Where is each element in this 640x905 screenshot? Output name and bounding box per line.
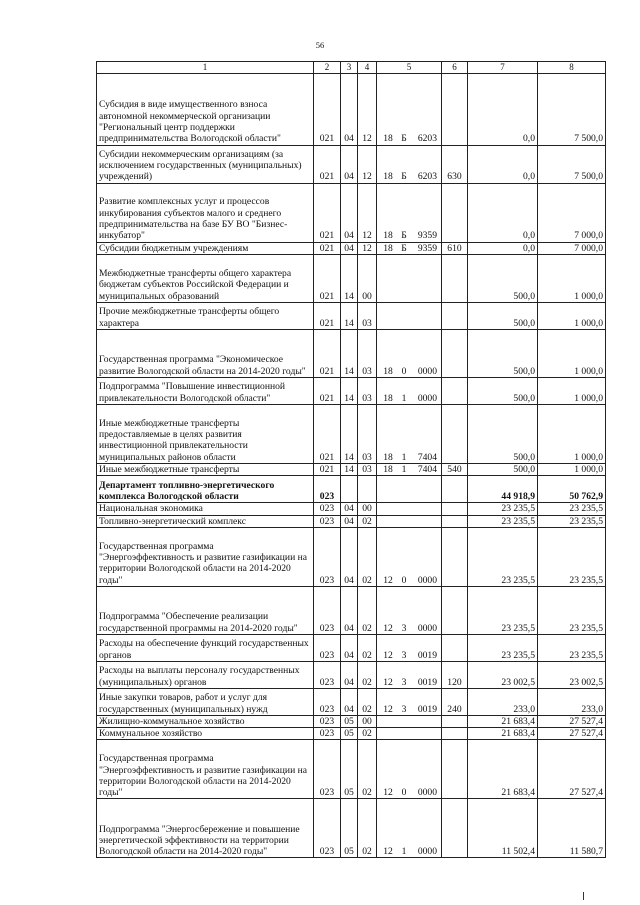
row-name: Иные закупки товаров, работ и услуг для государственных (муниципальных) нужд [97, 688, 314, 715]
subsection-code: 03 [358, 404, 377, 463]
section-code: 14 [341, 463, 358, 475]
target-direction: 0000 [417, 787, 437, 799]
ministry-code: 023 [314, 634, 341, 661]
ministry-code: 023 [314, 799, 341, 858]
expense-type [442, 254, 468, 302]
ministry-code: 021 [314, 377, 341, 404]
subsection-code: 12 [358, 145, 377, 183]
target-article [377, 404, 442, 463]
target-program: 18 [383, 463, 393, 475]
target-article [377, 302, 442, 329]
section-code: 04 [341, 634, 358, 661]
target-article [377, 377, 442, 404]
target-subprogram: Б [401, 133, 407, 145]
target-article [377, 728, 442, 740]
amount-col-8: 7 500,0 [538, 145, 606, 183]
amount-col-8: 23 235,5 [538, 634, 606, 661]
section-code: 04 [341, 688, 358, 715]
section-code: 05 [341, 740, 358, 799]
row-name: Подпрограмма "Энергосбережение и повышение энергетической эффективности на территории Вологодской области на 2014-2020 годы" [97, 799, 314, 858]
row-name: Субсидии бюджетным учреждениям [97, 242, 314, 254]
expense-type [442, 404, 468, 463]
row-name: Иные межбюджетные трансферты предоставляемые в целях развития инвестиционной привлекательности муниципальных районов области [97, 404, 314, 463]
section-code: 05 [341, 715, 358, 727]
target-direction: 6203 [417, 171, 437, 183]
target-article [377, 586, 442, 634]
expense-type [442, 728, 468, 740]
ministry-code: 021 [314, 463, 341, 475]
table-row [97, 183, 606, 242]
row-name: Расходы на обеспечение функций государственных органов [97, 634, 314, 661]
section-code: 04 [341, 586, 358, 634]
target-subprogram: 0 [401, 365, 407, 377]
ministry-code: 023 [314, 688, 341, 715]
amount-col-8: 23 002,5 [538, 661, 606, 688]
amount-col-7: 233,0 [468, 688, 538, 715]
section-code: 04 [341, 515, 358, 527]
ministry-code: 023 [314, 715, 341, 727]
target-program: 12 [383, 649, 393, 661]
table-row [97, 242, 606, 254]
target-article [377, 476, 442, 503]
row-name: Подпрограмма "Обеспечение реализации государственной программы на 2014-2020 годы" [97, 586, 314, 634]
subsection-code: 00 [358, 503, 377, 515]
section-code: 04 [341, 527, 358, 586]
expense-type: 630 [442, 145, 468, 183]
target-subprogram: Б [401, 171, 407, 183]
amount-col-7: 21 683,4 [468, 740, 538, 799]
target-article [377, 634, 442, 661]
col-header-3: 3 [341, 62, 358, 74]
row-name: Развитие комплексных услуг и процессов инкубирования субъектов малого и среднего предпринимательства на базе БУ ВО "Бизнес-инкубатор" [97, 183, 314, 242]
subsection-code: 03 [358, 463, 377, 475]
subsection-code: 03 [358, 302, 377, 329]
target-program: 18 [383, 392, 393, 404]
target-subprogram: 3 [401, 622, 407, 634]
expense-type [442, 302, 468, 329]
target-subprogram: 1 [401, 846, 407, 858]
amount-col-8: 1 000,0 [538, 302, 606, 329]
col-header-4: 4 [358, 62, 377, 74]
target-subprogram: Б [401, 242, 407, 254]
ministry-code: 021 [314, 302, 341, 329]
col-header-5: 5 [377, 62, 442, 74]
target-program: 12 [383, 703, 393, 715]
target-direction: 0000 [417, 574, 437, 586]
row-name: Подпрограмма "Повышение инвестиционной привлекательности Вологодской области" [97, 377, 314, 404]
expense-type [442, 715, 468, 727]
target-subprogram: 3 [401, 649, 407, 661]
subsection-code: 02 [358, 634, 377, 661]
target-program: 18 [383, 242, 393, 254]
amount-col-8: 233,0 [538, 688, 606, 715]
row-name: Государственная программа "Экономическое развитие Вологодской области на 2014-2020 годы" [97, 329, 314, 377]
row-name: Межбюджетные трансферты общего характера бюджетам субъектов Российской Федерации и муниципальных образований [97, 254, 314, 302]
expense-type: 120 [442, 661, 468, 688]
col-header-8: 8 [538, 62, 606, 74]
table-row [97, 688, 606, 715]
table-row [97, 254, 606, 302]
target-article [377, 145, 442, 183]
ministry-code: 021 [314, 145, 341, 183]
amount-col-8: 1 000,0 [538, 377, 606, 404]
table-row [97, 515, 606, 527]
amount-col-7: 500,0 [468, 377, 538, 404]
amount-col-8: 27 527,4 [538, 715, 606, 727]
subsection-code: 02 [358, 515, 377, 527]
table-row [97, 145, 606, 183]
section-code: 05 [341, 728, 358, 740]
expense-type [442, 799, 468, 858]
target-program: 12 [383, 787, 393, 799]
target-subprogram: 1 [401, 463, 407, 475]
amount-col-7: 21 683,4 [468, 728, 538, 740]
ministry-code: 023 [314, 527, 341, 586]
section-code: 04 [341, 73, 358, 145]
subsection-code: 02 [358, 799, 377, 858]
edge-mark [583, 892, 584, 900]
target-article [377, 73, 442, 145]
section-code: 04 [341, 183, 358, 242]
amount-col-8: 7 000,0 [538, 183, 606, 242]
subsection-code: 03 [358, 377, 377, 404]
row-name: Государственная программа "Энергоэффективность и развитие газификации на территории Вологодской области на 2014-2020 годы" [97, 740, 314, 799]
ministry-code: 021 [314, 404, 341, 463]
header-row [97, 62, 606, 74]
amount-col-7: 500,0 [468, 463, 538, 475]
table-row [97, 302, 606, 329]
section-code: 14 [341, 254, 358, 302]
amount-col-7: 23 235,5 [468, 515, 538, 527]
subsection-code: 12 [358, 183, 377, 242]
section-code: 04 [341, 242, 358, 254]
expense-type [442, 73, 468, 145]
section-code [341, 476, 358, 503]
amount-col-8: 7 500,0 [538, 73, 606, 145]
subsection-code: 00 [358, 254, 377, 302]
table-row [97, 740, 606, 799]
target-article [377, 515, 442, 527]
subsection-code: 02 [358, 728, 377, 740]
amount-col-7: 500,0 [468, 254, 538, 302]
row-name: Национальная экономика [97, 503, 314, 515]
table-row [97, 476, 606, 503]
expense-type [442, 476, 468, 503]
ministry-code: 023 [314, 586, 341, 634]
table-body [97, 73, 606, 858]
row-name: Прочие межбюджетные трансферты общего характера [97, 302, 314, 329]
row-name: Коммунальное хозяйство [97, 728, 314, 740]
ministry-code: 021 [314, 183, 341, 242]
amount-col-7: 0,0 [468, 242, 538, 254]
amount-col-8: 23 235,5 [538, 503, 606, 515]
table-row [97, 377, 606, 404]
expense-type [442, 515, 468, 527]
amount-col-7: 23 002,5 [468, 661, 538, 688]
expense-type [442, 183, 468, 242]
target-subprogram: Б [401, 230, 407, 242]
target-article [377, 661, 442, 688]
row-name: Жилищно-коммунальное хозяйство [97, 715, 314, 727]
amount-col-7: 500,0 [468, 404, 538, 463]
row-name: Топливно-энергетический комплекс [97, 515, 314, 527]
subsection-code [358, 476, 377, 503]
target-direction: 0000 [417, 365, 437, 377]
amount-col-8: 1 000,0 [538, 254, 606, 302]
table-row [97, 329, 606, 377]
target-article [377, 527, 442, 586]
amount-col-8: 7 000,0 [538, 242, 606, 254]
subsection-code: 00 [358, 715, 377, 727]
amount-col-8: 1 000,0 [538, 404, 606, 463]
amount-col-7: 21 683,4 [468, 715, 538, 727]
subsection-code: 03 [358, 329, 377, 377]
target-article [377, 242, 442, 254]
target-article [377, 254, 442, 302]
ministry-code: 023 [314, 515, 341, 527]
target-subprogram: 3 [401, 676, 407, 688]
amount-col-8: 27 527,4 [538, 728, 606, 740]
expense-type [442, 503, 468, 515]
row-name: Государственная программа "Энергоэффективность и развитие газификации на территории Вологодской области на 2014-2020 годы" [97, 527, 314, 586]
target-subprogram: 1 [401, 451, 407, 463]
target-direction: 0019 [417, 649, 437, 661]
amount-col-7: 23 235,5 [468, 634, 538, 661]
table-row [97, 73, 606, 145]
target-program: 18 [383, 133, 393, 145]
table-row [97, 586, 606, 634]
amount-col-7: 23 235,5 [468, 586, 538, 634]
target-program: 12 [383, 622, 393, 634]
target-article [377, 715, 442, 727]
expense-type [442, 740, 468, 799]
section-code: 14 [341, 329, 358, 377]
expense-type [442, 527, 468, 586]
section-code: 04 [341, 145, 358, 183]
target-article [377, 740, 442, 799]
target-subprogram: 1 [401, 392, 407, 404]
target-article [377, 503, 442, 515]
subsection-code: 12 [358, 242, 377, 254]
table-row [97, 799, 606, 858]
col-header-1: 1 [97, 62, 314, 74]
target-subprogram: 0 [401, 574, 407, 586]
col-header-2: 2 [314, 62, 341, 74]
expense-type [442, 329, 468, 377]
ministry-code: 023 [314, 728, 341, 740]
amount-col-8: 1 000,0 [538, 463, 606, 475]
target-subprogram: 0 [401, 787, 407, 799]
ministry-code: 023 [314, 503, 341, 515]
amount-col-7: 44 918,9 [468, 476, 538, 503]
amount-col-8: 23 235,5 [538, 586, 606, 634]
amount-col-8: 27 527,4 [538, 740, 606, 799]
target-direction: 7404 [417, 463, 437, 475]
ministry-code: 023 [314, 476, 341, 503]
subsection-code: 02 [358, 688, 377, 715]
section-code: 05 [341, 799, 358, 858]
row-name: Департамент топливно-энергетического комплекса Вологодской области [97, 476, 314, 503]
section-code: 04 [341, 661, 358, 688]
table-row [97, 634, 606, 661]
ministry-code: 021 [314, 254, 341, 302]
table-row [97, 404, 606, 463]
amount-col-8: 23 235,5 [538, 527, 606, 586]
table-row [97, 728, 606, 740]
page-number: 56 [315, 40, 325, 50]
section-code: 04 [341, 503, 358, 515]
subsection-code: 12 [358, 73, 377, 145]
expense-type [442, 634, 468, 661]
col-header-7: 7 [468, 62, 538, 74]
amount-col-8: 1 000,0 [538, 329, 606, 377]
amount-col-8: 11 580,7 [538, 799, 606, 858]
amount-col-7: 500,0 [468, 329, 538, 377]
target-program: 12 [383, 574, 393, 586]
section-code: 14 [341, 404, 358, 463]
target-direction: 0000 [417, 392, 437, 404]
expense-type [442, 377, 468, 404]
amount-col-7: 0,0 [468, 183, 538, 242]
target-direction: 9359 [417, 230, 437, 242]
table-row [97, 661, 606, 688]
section-code: 14 [341, 377, 358, 404]
col-header-6: 6 [442, 62, 468, 74]
target-direction: 6203 [417, 133, 437, 145]
target-article [377, 463, 442, 475]
amount-col-7: 23 235,5 [468, 503, 538, 515]
target-direction: 0000 [417, 846, 437, 858]
subsection-code: 02 [358, 586, 377, 634]
table-row [97, 503, 606, 515]
target-subprogram: 3 [401, 703, 407, 715]
budget-table [96, 61, 606, 858]
expense-type: 610 [442, 242, 468, 254]
target-article [377, 329, 442, 377]
ministry-code: 021 [314, 329, 341, 377]
expense-type [442, 586, 468, 634]
section-code: 14 [341, 302, 358, 329]
table-row [97, 715, 606, 727]
target-direction: 0000 [417, 622, 437, 634]
target-program: 18 [383, 451, 393, 463]
expense-type: 540 [442, 463, 468, 475]
row-name: Субсидия в виде имущественного взноса автономной некоммерческой организации "Региональный центр поддержки предпринимательства Вологодской области" [97, 73, 314, 145]
subsection-code: 02 [358, 740, 377, 799]
amount-col-7: 23 235,5 [468, 527, 538, 586]
amount-col-7: 11 502,4 [468, 799, 538, 858]
amount-col-8: 50 762,9 [538, 476, 606, 503]
amount-col-7: 500,0 [468, 302, 538, 329]
ministry-code: 021 [314, 242, 341, 254]
target-article [377, 688, 442, 715]
table-row [97, 527, 606, 586]
target-direction: 0019 [417, 676, 437, 688]
target-direction: 7404 [417, 451, 437, 463]
target-program: 12 [383, 676, 393, 688]
amount-col-8: 23 235,5 [538, 515, 606, 527]
target-direction: 0019 [417, 703, 437, 715]
subsection-code: 02 [358, 661, 377, 688]
target-program: 18 [383, 171, 393, 183]
ministry-code: 023 [314, 740, 341, 799]
target-article [377, 799, 442, 858]
target-program: 18 [383, 365, 393, 377]
target-program: 12 [383, 846, 393, 858]
table-row [97, 463, 606, 475]
amount-col-7: 0,0 [468, 145, 538, 183]
subsection-code: 02 [358, 527, 377, 586]
target-direction: 9359 [417, 242, 437, 254]
row-name: Субсидии некоммерческим организациям (за исключением государственных (муниципальных) учреждений) [97, 145, 314, 183]
row-name: Иные межбюджетные трансферты [97, 463, 314, 475]
expense-type: 240 [442, 688, 468, 715]
ministry-code: 023 [314, 661, 341, 688]
target-program: 18 [383, 230, 393, 242]
target-article [377, 183, 442, 242]
row-name: Расходы на выплаты персоналу государственных (муниципальных) органов [97, 661, 314, 688]
amount-col-7: 0,0 [468, 73, 538, 145]
ministry-code: 021 [314, 73, 341, 145]
